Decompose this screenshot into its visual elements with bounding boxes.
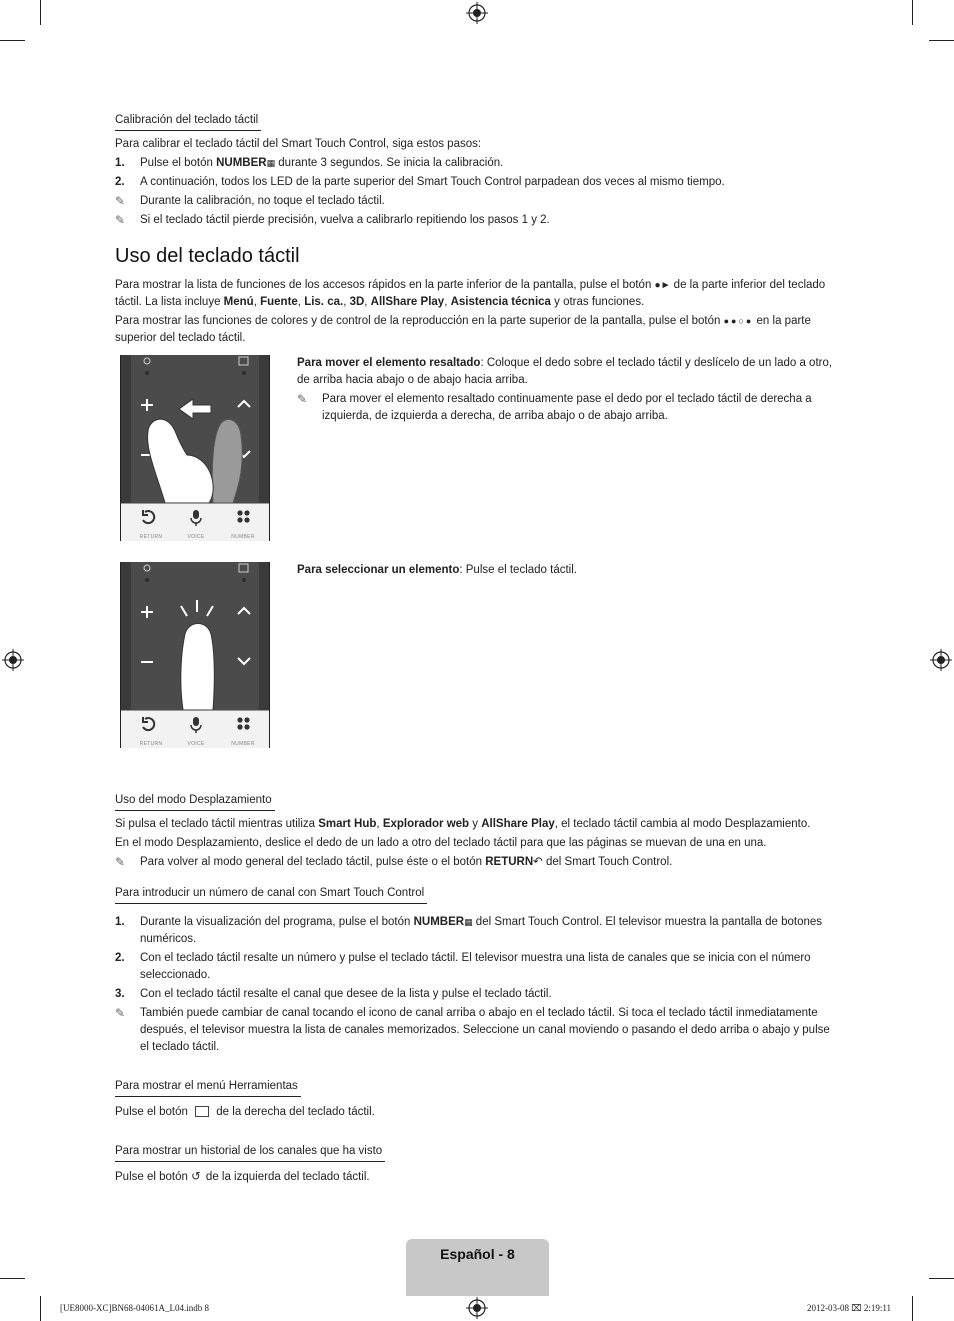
registration-mark-icon (2, 649, 24, 671)
list-item (115, 914, 840, 948)
list-item (115, 986, 840, 1003)
text-part: , el teclado táctil cambia al modo Desplazamiento. (554, 818, 811, 830)
desplazamiento-section (115, 792, 840, 871)
fig1-heading: Para mover el elemento resaltado (297, 357, 481, 369)
step-text-part: Pulse el botón (140, 157, 217, 169)
fig1-description (297, 355, 842, 389)
fig1-text: : Coloque el dedo sobre el teclado táctil y deslícelo de un lado a otro, de arriba hacia abajo o de abajo hacia arriba. (297, 357, 833, 386)
note-text: También puede cambiar de canal tocando el icono de canal arriba o abajo en el teclado táctil. Si toca el teclado táctil inmediatamente después, el televisor muestra la lista de canales memorizados. Seleccione un canal moviendo o pasando el dedo arriba o abajo y pulse el teclado táctil. (140, 1007, 830, 1053)
note-text: Durante la calibración, no toque el teclado táctil. (140, 195, 385, 207)
note-item (115, 212, 840, 229)
fig2-text: : Pulse el teclado táctil. (459, 564, 577, 576)
herramientas-text (115, 1104, 840, 1121)
crop-mark (929, 40, 954, 41)
touchpad-drawing (121, 562, 270, 710)
list-item (115, 155, 840, 172)
softkey-return-label: RETURN (139, 741, 163, 747)
uso-paragraph-1: Para mostrar la lista de funciones de los accesos rápidos en la parte inferior de la pantalla, pulse el botón ●► de la parte inferior del teclado táctil. La lista incluye Menú, Fuente, Lis. ca., 3D, AllShare Play, Asistencia técnica y otras funciones. (115, 279, 826, 308)
softkey-number-label: NUMBER (231, 741, 255, 747)
note-pencil-icon: ✎ (115, 194, 126, 208)
note-text (140, 854, 840, 871)
note-item (115, 1005, 840, 1056)
note-pencil-icon: ✎ (115, 855, 126, 869)
herramientas-subhead: Para mostrar el menú Herramientas (115, 1078, 301, 1097)
figure-text-move (297, 355, 842, 427)
section-title: Uso del teclado táctil (115, 245, 300, 267)
note-item (115, 854, 840, 871)
historial-text (115, 1169, 840, 1186)
note-pencil-icon: ✎ (115, 1006, 126, 1020)
app-name: Explorador web (382, 818, 470, 830)
note-text: Si el teclado táctil pierde precisión, vuelva a calibrarlo repitiendo los pasos 1 y 2. (140, 214, 550, 226)
desplazamiento-subhead: Uso del modo Desplazamiento (115, 792, 275, 811)
note-pencil-icon: ✎ (115, 213, 126, 227)
calibration-intro: Para calibrar el teclado táctil del Smart Touch Control, siga estos pasos: (115, 138, 482, 150)
step-text (140, 155, 840, 172)
fig2-heading: Para seleccionar un elemento (297, 564, 460, 576)
crop-mark (40, 0, 41, 25)
crop-mark (0, 1278, 25, 1279)
crop-mark (40, 1296, 41, 1321)
text-part: de la derecha del teclado táctil. (213, 1106, 375, 1118)
note-item (115, 193, 840, 210)
crop-mark (0, 40, 25, 41)
figure-row-move (115, 355, 840, 562)
softkey-voice-label: VOICE (187, 741, 205, 747)
number-grid-icon: ▦ (464, 917, 473, 927)
text-part: Para volver al modo general del teclado táctil, pulse éste o el botón (140, 856, 486, 868)
uso-paragraph-2 (115, 313, 840, 347)
function-name: Lis. ca. (304, 296, 344, 308)
list-item (115, 950, 840, 984)
text-part: de la izquierda del teclado táctil. (202, 1171, 370, 1183)
number-button-label: NUMBER (413, 916, 465, 928)
page-number-tab (406, 1239, 549, 1296)
note-text: Para mover el elemento resaltado continuamente pase el dedo por el teclado táctil de derecha a izquierda, de izquierda a derecha, de arriba abajo o de abajo arriba. (322, 393, 812, 422)
function-name: Menú (223, 296, 254, 308)
text-part: Pulse el botón (115, 1106, 192, 1118)
list-item (115, 174, 840, 191)
step-text: A continuación, todos los LED de la parte superior del Smart Touch Control parpadean dos veces al mismo tiempo. (140, 176, 725, 188)
step-text (140, 914, 840, 948)
text-part: , (376, 818, 383, 830)
text-part: de la parte inferior del teclado táctil. La lista incluye (115, 279, 826, 308)
softkey-strip (121, 503, 269, 541)
note-pencil-icon: ✎ (297, 392, 308, 406)
crop-mark (912, 0, 913, 25)
figure-text-select (297, 562, 842, 581)
return-arrow-icon: ↶ (533, 856, 543, 868)
tools-icon (195, 1106, 209, 1117)
registration-mark-icon (930, 649, 952, 671)
shortcut-button-icon: ●► (654, 280, 671, 291)
page-content (115, 112, 840, 1188)
color-buttons-icon: ●●○● (723, 316, 754, 326)
crop-mark (912, 1296, 913, 1321)
text-part: y (469, 818, 482, 830)
return-button-label: RETURN (485, 856, 534, 868)
text-part: Si pulsa el teclado táctil mientras utiliza (115, 818, 319, 830)
historial-subhead: Para mostrar un historial de los canales que ha visto (115, 1143, 385, 1162)
function-name: AllShare Play (370, 296, 445, 308)
text-part: Pulse el botón (115, 1171, 192, 1183)
calibration-section (115, 112, 840, 229)
text-part: Para mostrar las funciones de colores y de control de la reproducción en la parte superior de la pantalla, pulse el botón (115, 315, 724, 327)
softkey-strip (121, 710, 269, 748)
step-number: 1. (115, 157, 125, 169)
step-text-part: durante 3 segundos. Se inicia la calibración. (275, 157, 504, 169)
print-slug-left: [UE8000-XC]BN68-04061A_L04.indb 8 (60, 1303, 209, 1313)
touchpad-illustration-swipe (120, 355, 270, 541)
historial-section (115, 1143, 840, 1186)
canal-section (115, 885, 840, 1056)
step-text: Con el teclado táctil resalte un número y pulse el teclado táctil. El televisor muestra una lista de canales que se inicia con el número seleccionado. (140, 952, 811, 981)
softkey-icons (121, 713, 270, 735)
calibration-subhead: Calibración del teclado táctil (115, 112, 261, 131)
registration-mark-icon (466, 2, 488, 24)
note-item (297, 391, 842, 425)
text-part: en la parte superior del teclado táctil. (115, 315, 811, 344)
touchpad-illustration-tap (120, 562, 270, 748)
print-slug-right: 2012-03-08 ⌧ 2:19:11 (806, 1303, 891, 1313)
herramientas-section (115, 1078, 840, 1121)
softkey-icons (121, 506, 270, 528)
crop-mark (929, 1278, 954, 1279)
app-name: Smart Hub (318, 818, 377, 830)
step-number: 1. (115, 916, 125, 928)
step-number: 2. (115, 952, 125, 964)
softkey-return-label: RETURN (139, 534, 163, 540)
text-part: del Smart Touch Control. El televisor muestra la pantalla de botones numéricos. (140, 916, 823, 945)
function-name: 3D (349, 296, 365, 308)
text-part: y otras funciones. (550, 296, 645, 308)
softkey-voice-label: VOICE (187, 534, 205, 540)
app-name: AllShare Play (481, 818, 555, 830)
function-name: Asistencia técnica (450, 296, 551, 308)
step-text: Con el teclado táctil resalte el canal que desee de la lista y pulse el teclado táctil. (140, 988, 552, 1000)
number-button-label: NUMBER (216, 157, 267, 169)
text-part: Durante la visualización del programa, pulse el botón (140, 916, 414, 928)
desplazamiento-paragraph-2: En el modo Desplazamiento, deslice el dedo de un lado a otro del teclado táctil para que las páginas se muevan de una en una. (115, 837, 767, 849)
registration-mark-icon (466, 1297, 488, 1319)
canal-subhead: Para introducir un número de canal con Smart Touch Control (115, 885, 427, 904)
step-number: 2. (115, 176, 125, 188)
softkey-number-label: NUMBER (231, 534, 255, 540)
figure-row-select (115, 562, 840, 792)
fig2-description (297, 562, 842, 579)
text-part: Para mostrar la lista de funciones de los accesos rápidos en la parte inferior de la pantalla, pulse el botón (115, 279, 655, 291)
text-part: del Smart Touch Control. (542, 856, 673, 868)
number-grid-icon: ▦ (266, 158, 276, 168)
touchpad-drawing (121, 355, 270, 503)
history-icon: ↺ (191, 1171, 201, 1183)
function-name: Fuente (260, 296, 298, 308)
page-label: Español - 8 (440, 1246, 515, 1262)
step-number: 3. (115, 988, 125, 1000)
desplazamiento-paragraph-1 (115, 816, 840, 833)
